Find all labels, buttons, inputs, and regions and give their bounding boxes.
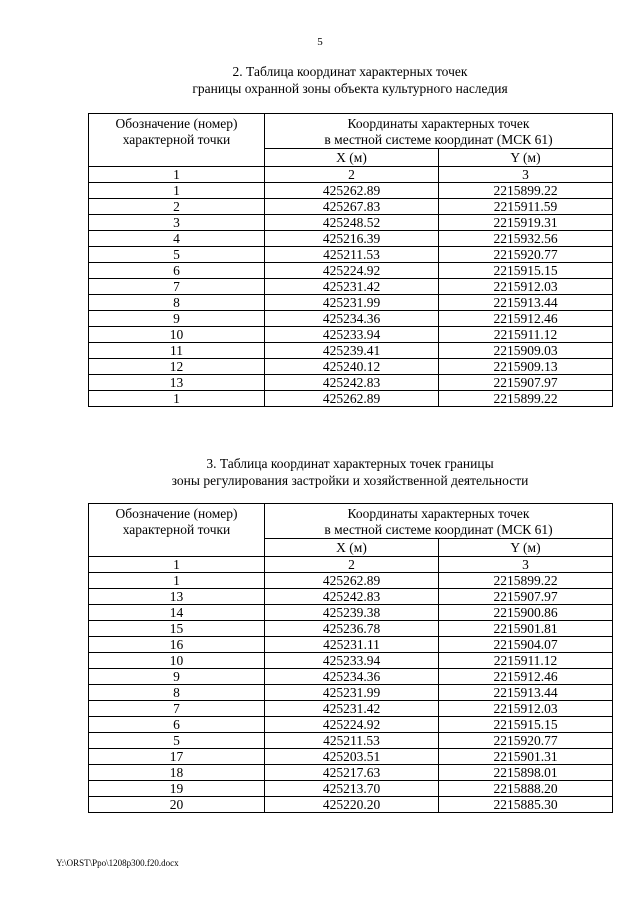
point-number-cell: 5 bbox=[89, 247, 265, 263]
y-coordinate-cell: 2215899.22 bbox=[439, 183, 613, 199]
x-coordinate-cell: 425231.99 bbox=[265, 685, 439, 701]
y-coordinate-cell: 2215920.77 bbox=[439, 733, 613, 749]
table2-caption-line2: зоны регулирования застройки и хозяйственной деятельности bbox=[171, 473, 529, 488]
coordinates-table-1 bbox=[88, 113, 613, 407]
y-coordinate-cell: 2215898.01 bbox=[439, 765, 613, 781]
table-row bbox=[89, 279, 613, 295]
x-coordinate-cell: 425231.42 bbox=[265, 279, 439, 295]
y-coordinate-cell: 2215932.56 bbox=[439, 231, 613, 247]
header-y: Y (м) bbox=[439, 149, 613, 167]
x-coordinate-cell: 425216.39 bbox=[265, 231, 439, 247]
x-coordinate-cell: 425231.11 bbox=[265, 637, 439, 653]
table-row bbox=[89, 343, 613, 359]
table2-column-numbers-row bbox=[89, 557, 613, 573]
x-coordinate-cell: 425211.53 bbox=[265, 733, 439, 749]
column-number-1: 1 bbox=[89, 557, 265, 573]
table-row bbox=[89, 621, 613, 637]
table1-column-numbers-row bbox=[89, 167, 613, 183]
x-coordinate-cell: 425203.51 bbox=[265, 749, 439, 765]
table2-body bbox=[89, 504, 613, 813]
table-row bbox=[89, 359, 613, 375]
x-coordinate-cell: 425262.89 bbox=[265, 573, 439, 589]
point-number-cell: 10 bbox=[89, 327, 265, 343]
y-coordinate-cell: 2215913.44 bbox=[439, 685, 613, 701]
header-coordinates-line1: Координаты характерных точек bbox=[347, 506, 530, 521]
table2-header-row bbox=[89, 504, 613, 539]
table-row bbox=[89, 573, 613, 589]
x-coordinate-cell: 425248.52 bbox=[265, 215, 439, 231]
table-row bbox=[89, 231, 613, 247]
table-row bbox=[89, 781, 613, 797]
x-coordinate-cell: 425233.94 bbox=[265, 327, 439, 343]
header-designation bbox=[89, 114, 265, 167]
table-row bbox=[89, 653, 613, 669]
y-coordinate-cell: 2215888.20 bbox=[439, 781, 613, 797]
point-number-cell: 9 bbox=[89, 311, 265, 327]
table-row bbox=[89, 327, 613, 343]
column-number-3: 3 bbox=[439, 167, 613, 183]
point-number-cell: 7 bbox=[89, 701, 265, 717]
y-coordinate-cell: 2215899.22 bbox=[439, 391, 613, 407]
y-coordinate-cell: 2215913.44 bbox=[439, 295, 613, 311]
page-number: 5 bbox=[317, 36, 323, 48]
column-number-2: 2 bbox=[265, 167, 439, 183]
y-coordinate-cell: 2215900.86 bbox=[439, 605, 613, 621]
table-row bbox=[89, 701, 613, 717]
x-coordinate-cell: 425224.92 bbox=[265, 717, 439, 733]
point-number-cell: 16 bbox=[89, 637, 265, 653]
y-coordinate-cell: 2215909.03 bbox=[439, 343, 613, 359]
point-number-cell: 8 bbox=[89, 685, 265, 701]
coordinates-table-2 bbox=[88, 503, 613, 813]
document-file-path: Y:\ORST\Ppo\1208p300.f20.docx bbox=[56, 858, 179, 868]
point-number-cell: 9 bbox=[89, 669, 265, 685]
y-coordinate-cell: 2215915.15 bbox=[439, 263, 613, 279]
x-coordinate-cell: 425233.94 bbox=[265, 653, 439, 669]
table1-header-row bbox=[89, 114, 613, 149]
point-number-cell: 2 bbox=[89, 199, 265, 215]
x-coordinate-cell: 425211.53 bbox=[265, 247, 439, 263]
y-coordinate-cell: 2215899.22 bbox=[439, 573, 613, 589]
table1-body bbox=[89, 114, 613, 407]
point-number-cell: 1 bbox=[89, 391, 265, 407]
y-coordinate-cell: 2215920.77 bbox=[439, 247, 613, 263]
header-coordinates-line2: в местной системе координат (МСК 61) bbox=[324, 522, 553, 537]
table-row bbox=[89, 199, 613, 215]
column-number-3: 3 bbox=[439, 557, 613, 573]
x-coordinate-cell: 425262.89 bbox=[265, 183, 439, 199]
x-coordinate-cell: 425236.78 bbox=[265, 621, 439, 637]
table1-caption bbox=[88, 63, 612, 97]
header-designation-line1: Обозначение (номер) bbox=[115, 506, 238, 521]
header-designation-line1: Обозначение (номер) bbox=[115, 116, 238, 131]
header-designation bbox=[89, 504, 265, 557]
point-number-cell: 13 bbox=[89, 589, 265, 605]
x-coordinate-cell: 425224.92 bbox=[265, 263, 439, 279]
y-coordinate-cell: 2215907.97 bbox=[439, 589, 613, 605]
x-coordinate-cell: 425242.83 bbox=[265, 375, 439, 391]
table-row bbox=[89, 733, 613, 749]
x-coordinate-cell: 425231.99 bbox=[265, 295, 439, 311]
x-coordinate-cell: 425239.38 bbox=[265, 605, 439, 621]
table-row bbox=[89, 295, 613, 311]
header-coordinates bbox=[265, 504, 613, 539]
table-row bbox=[89, 263, 613, 279]
y-coordinate-cell: 2215901.81 bbox=[439, 621, 613, 637]
point-number-cell: 6 bbox=[89, 717, 265, 733]
y-coordinate-cell: 2215911.59 bbox=[439, 199, 613, 215]
x-coordinate-cell: 425234.36 bbox=[265, 669, 439, 685]
column-number-2: 2 bbox=[265, 557, 439, 573]
point-number-cell: 1 bbox=[89, 183, 265, 199]
x-coordinate-cell: 425231.42 bbox=[265, 701, 439, 717]
table-row bbox=[89, 717, 613, 733]
x-coordinate-cell: 425267.83 bbox=[265, 199, 439, 215]
header-y: Y (м) bbox=[439, 539, 613, 557]
point-number-cell: 18 bbox=[89, 765, 265, 781]
header-x: X (м) bbox=[265, 539, 439, 557]
table-row bbox=[89, 605, 613, 621]
header-coordinates bbox=[265, 114, 613, 149]
y-coordinate-cell: 2215915.15 bbox=[439, 717, 613, 733]
table-row bbox=[89, 391, 613, 407]
x-coordinate-cell: 425220.20 bbox=[265, 797, 439, 813]
table-row bbox=[89, 637, 613, 653]
table-row bbox=[89, 589, 613, 605]
y-coordinate-cell: 2215912.46 bbox=[439, 669, 613, 685]
header-coordinates-line1: Координаты характерных точек bbox=[347, 116, 530, 131]
x-coordinate-cell: 425213.70 bbox=[265, 781, 439, 797]
y-coordinate-cell: 2215901.31 bbox=[439, 749, 613, 765]
point-number-cell: 3 bbox=[89, 215, 265, 231]
table1-caption-line2: границы охранной зоны объекта культурного наследия bbox=[192, 81, 508, 96]
header-designation-line2: характерной точки bbox=[122, 132, 231, 147]
header-designation-line2: характерной точки bbox=[122, 522, 231, 537]
x-coordinate-cell: 425262.89 bbox=[265, 391, 439, 407]
y-coordinate-cell: 2215904.07 bbox=[439, 637, 613, 653]
x-coordinate-cell: 425240.12 bbox=[265, 359, 439, 375]
table-row bbox=[89, 215, 613, 231]
table1-caption-line1: 2. Таблица координат характерных точек bbox=[232, 64, 468, 79]
point-number-cell: 10 bbox=[89, 653, 265, 669]
table-row bbox=[89, 685, 613, 701]
table-row bbox=[89, 765, 613, 781]
point-number-cell: 8 bbox=[89, 295, 265, 311]
x-coordinate-cell: 425242.83 bbox=[265, 589, 439, 605]
y-coordinate-cell: 2215912.46 bbox=[439, 311, 613, 327]
point-number-cell: 1 bbox=[89, 573, 265, 589]
point-number-cell: 14 bbox=[89, 605, 265, 621]
table-row bbox=[89, 669, 613, 685]
point-number-cell: 11 bbox=[89, 343, 265, 359]
table-row bbox=[89, 183, 613, 199]
table-row bbox=[89, 311, 613, 327]
point-number-cell: 6 bbox=[89, 263, 265, 279]
point-number-cell: 5 bbox=[89, 733, 265, 749]
x-coordinate-cell: 425239.41 bbox=[265, 343, 439, 359]
y-coordinate-cell: 2215911.12 bbox=[439, 653, 613, 669]
point-number-cell: 7 bbox=[89, 279, 265, 295]
point-number-cell: 19 bbox=[89, 781, 265, 797]
table-row bbox=[89, 247, 613, 263]
table-row bbox=[89, 749, 613, 765]
table2-caption bbox=[88, 455, 612, 489]
point-number-cell: 4 bbox=[89, 231, 265, 247]
table-row bbox=[89, 797, 613, 813]
table2-caption-line1: 3. Таблица координат характерных точек границы bbox=[206, 456, 494, 471]
point-number-cell: 20 bbox=[89, 797, 265, 813]
y-coordinate-cell: 2215907.97 bbox=[439, 375, 613, 391]
header-x: X (м) bbox=[265, 149, 439, 167]
point-number-cell: 13 bbox=[89, 375, 265, 391]
y-coordinate-cell: 2215912.03 bbox=[439, 279, 613, 295]
y-coordinate-cell: 2215919.31 bbox=[439, 215, 613, 231]
y-coordinate-cell: 2215909.13 bbox=[439, 359, 613, 375]
x-coordinate-cell: 425234.36 bbox=[265, 311, 439, 327]
y-coordinate-cell: 2215885.30 bbox=[439, 797, 613, 813]
point-number-cell: 15 bbox=[89, 621, 265, 637]
y-coordinate-cell: 2215912.03 bbox=[439, 701, 613, 717]
point-number-cell: 17 bbox=[89, 749, 265, 765]
column-number-1: 1 bbox=[89, 167, 265, 183]
point-number-cell: 12 bbox=[89, 359, 265, 375]
table-row bbox=[89, 375, 613, 391]
y-coordinate-cell: 2215911.12 bbox=[439, 327, 613, 343]
x-coordinate-cell: 425217.63 bbox=[265, 765, 439, 781]
header-coordinates-line2: в местной системе координат (МСК 61) bbox=[324, 132, 553, 147]
